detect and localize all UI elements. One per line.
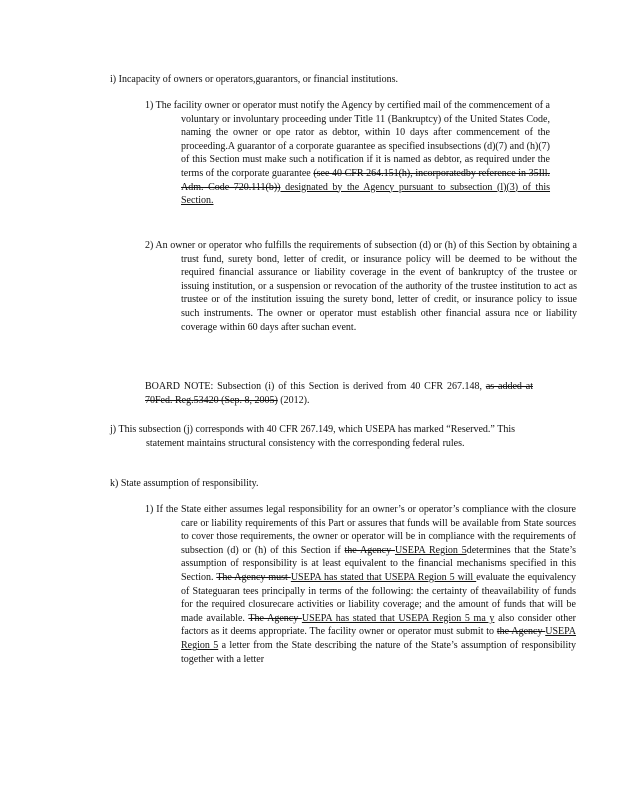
struck-citation: (see 40 CFR 264.151(h), incorporatedby reference in 35Ill. Adm. Code 720.111(b)) — [181, 167, 550, 193]
added-designation: designated by the Agency pursuant to subsection (l)(3) of this Section. — [181, 181, 551, 207]
section-i-item-2: 2) An owner or operator who fulfills the requirements of subsection (d) or (h) of this Section by obtaining a trust fund, surety bond, letter of credit, or insurance policy will be deemed to be without the required financial assurance or liability coverage in the event of bankruptcy of the trustee or issuing institution, or a suspension or revocation of the authority of the trustee institution to act as trustee or of the institution issuing the surety bond, letter of credit, or insurance policy to issue such instruments. The owner or operator must establish other financial assura nce or liability coverage within 60 days after suchan event. — [145, 240, 577, 333]
section-k-item-1-text-1: 1) If the State either assumes legal responsibility for an owner’s or operator’s compliance with the closure care or liability requirements of this Part or assures that funds will be available from State sources to cover those requirements, the owner or operator will be in compliance with the requirements of subsection (d) or (h) of this Section if — [145, 504, 576, 556]
added-usepa-2: USEPA has stated that USEPA Region 5 will — [290, 571, 477, 583]
section-k-item-1-text-5: a letter from the State describing the nature of the State’s assumption of responsibility together with a letter — [181, 639, 577, 665]
board-note — [145, 380, 533, 407]
board-note-year: (2012). — [277, 394, 310, 406]
section-k-item-1-text-4: also consider other factors as it deems appropriate. The facility owner or operator must submit to — [181, 612, 576, 638]
section-k-item-1 — [145, 503, 576, 666]
struck-agency-3: The Agency — [248, 612, 302, 624]
section-k-item-1-text-2: determines that the State’s assumption of responsibility is at least equivalent to the financial mechanisms specified in this Section. — [181, 544, 577, 583]
board-note-struck: as added at 70Fed. Reg.53420 (Sep. 8, 2005) — [145, 381, 533, 406]
struck-agency-1: the Agency — [344, 544, 395, 556]
section-j: j) This subsection (j) corresponds with 40 CFR 267.149, which USEPA has marked “Reserved.” This statement maintains structural consistency with the corresponding federal rules. — [110, 424, 515, 449]
added-usepa-4: USEPA Region 5 — [181, 626, 577, 651]
section-i-item-1 — [145, 99, 550, 208]
added-usepa-1: USEPA Region 5 — [394, 544, 467, 556]
struck-agency-4: the Agency — [496, 626, 546, 638]
section-i-heading: i) Incapacity of owners or operators,guarantors, or financial institutions. — [110, 74, 398, 85]
struck-agency-2: The Agency must — [216, 571, 291, 583]
section-i-item-1-text: 1) The facility owner or operator must notify the Agency by certified mail of the commencement of a voluntary or involuntary proceeding under Title 11 (Bankruptcy) of the United States Code, naming the owner or ope rator as debtor, within 10 days after commencement of the proceeding.A guarantor of a corporate guarantee as specified insubsections (d)(7) and (h)(7) of this Section must make such a notification if it is named as debtor, as required under the terms of the corporate guarantee — [145, 100, 550, 179]
added-usepa-3: USEPA has stated that USEPA Region 5 ma y — [301, 612, 495, 624]
board-note-text: BOARD NOTE: Subsection (i) of this Section is derived from 40 CFR 267.148, — [145, 381, 486, 392]
section-k-heading: k) State assumption of responsibility. — [110, 478, 259, 489]
section-k-item-1-text-3: evaluate the equivalency of Stateguaran tees principally in terms of the following: the certainty of theavailability of funds for the required closurecare activities or liability coverage; and the amount of funds that will be made available. — [181, 571, 576, 624]
